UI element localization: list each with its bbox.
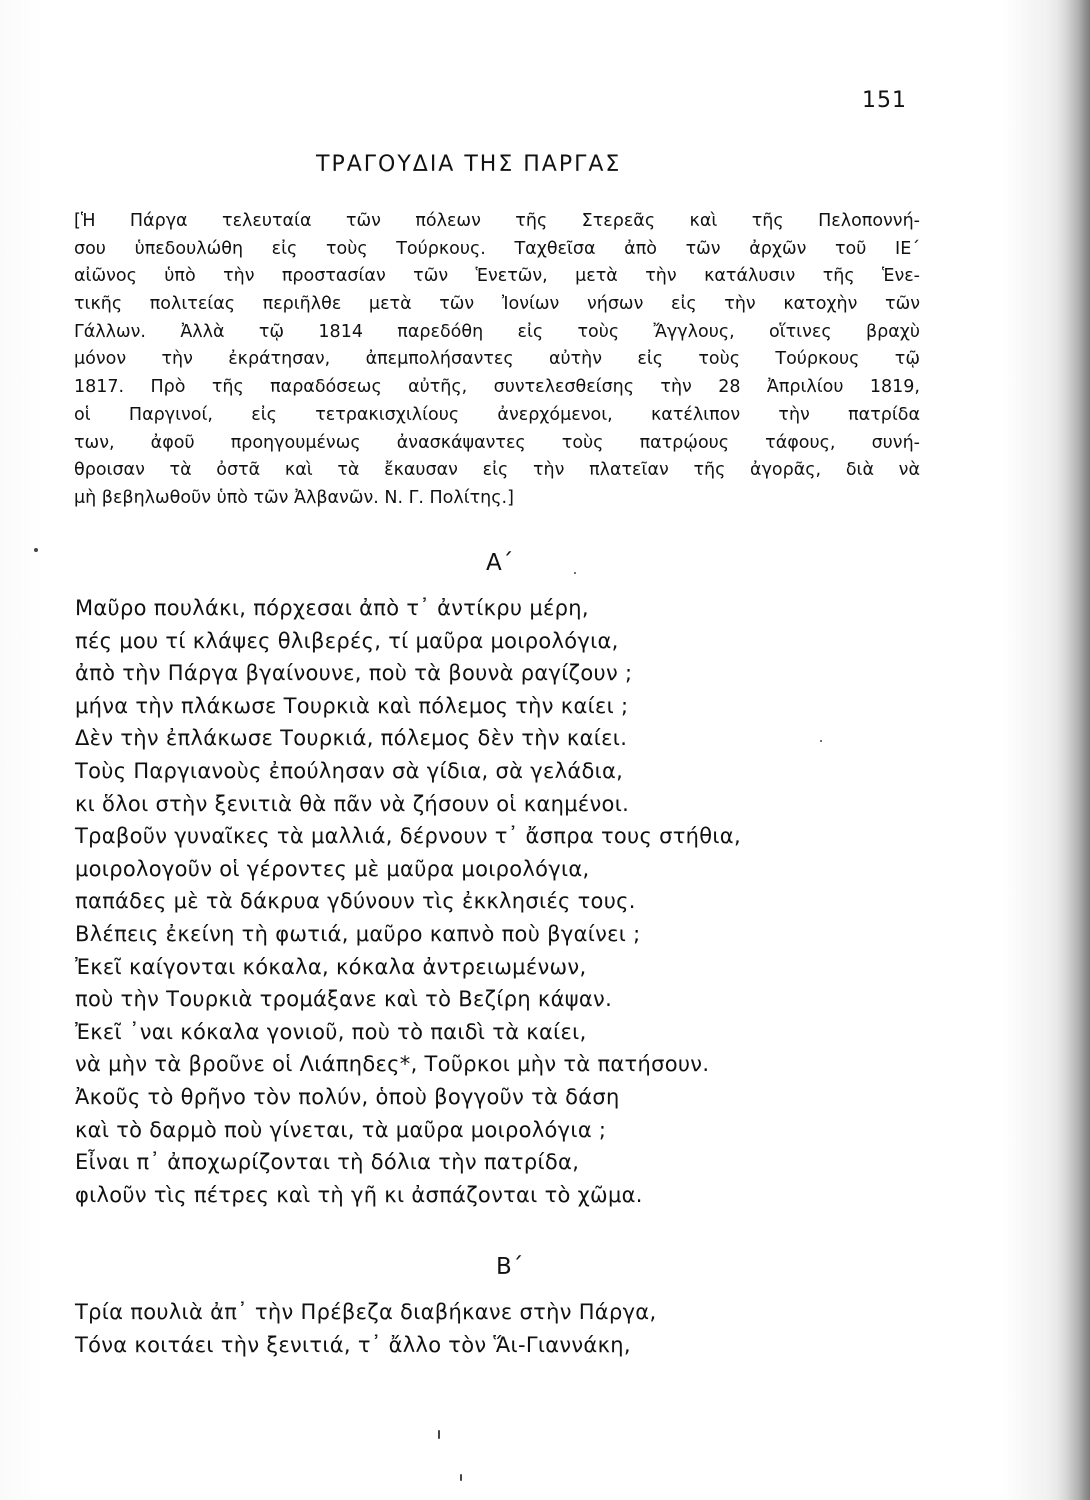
verse-line: μοιρολογοῦν οἱ γέροντες μὲ μαῦρα μοιρολόγια, bbox=[75, 856, 590, 881]
verse-line: μήνα τὴν πλάκωσε Τουρκιὰ καὶ πόλεμος τὴν καίει ; bbox=[75, 693, 629, 718]
intro-line: μὴ βεβηλωθοῦν ὑπὸ τῶν Ἀλβανῶν. Ν. Γ. Πολίτης.] bbox=[74, 487, 514, 508]
verse-line: ἀπὸ τὴν Πάργα βγαίνουνε, ποὺ τὰ βουνὰ ραγίζουν ; bbox=[75, 661, 633, 686]
verse-line: Ἀκοῦς τὸ θρῆνο τὸν πολύν, ὁποὺ βογγοῦν τὰ δάση bbox=[75, 1084, 620, 1109]
verse-line: Τρία πουλιὰ ἀπ᾿ τὴν Πρέβεζα διαβήκανε στὴν Πάργα, bbox=[75, 1300, 657, 1324]
intro-line: αἰῶνος ὑπὸ τὴν προστασίαν τῶν Ἑνετῶν, μετὰ τὴν κατάλυσιν τῆς Ἑνε- bbox=[74, 266, 920, 287]
intro-line: σου ὑπεδουλώθη εἰς τοὺς Τούρκους. Ταχθεῖσα ἀπὸ τῶν ἀρχῶν τοῦ ΙΕ΄ bbox=[74, 238, 920, 259]
print-speck bbox=[574, 572, 576, 574]
print-speck bbox=[820, 740, 822, 742]
page-number: 151 bbox=[862, 88, 907, 113]
intro-line: οἱ Παργινοί, εἰς τετρακισχιλίους ἀνερχόμενοι, κατέλιπον τὴν πατρίδα bbox=[74, 404, 920, 425]
verse-line: παπάδες μὲ τὰ δάκρυα γδύνουν τὶς ἐκκλησιές τους. bbox=[75, 889, 636, 914]
intro-line: τικῆς πολιτείας περιῆλθε μετὰ τῶν Ἰονίων νήσων εἰς τὴν κατοχὴν τῶν bbox=[74, 294, 920, 315]
intro-paragraph bbox=[74, 208, 920, 513]
poem-section-b bbox=[75, 1296, 656, 1361]
verse-line: Μαῦρο πουλάκι, πόρχεσαι ἀπὸ τ᾿ ἀντίκρυ μέρη, bbox=[75, 596, 589, 620]
verse-line: Ἐκεῖ ᾿ναι κόκαλα γονιοῦ, ποὺ τὸ παιδὶ τὰ καίει, bbox=[75, 1019, 587, 1044]
verse-line: φιλοῦν τὶς πέτρες καὶ τὴ γῆ κι ἀσπάζονται τὸ χῶμα. bbox=[75, 1182, 643, 1207]
verse-line: ποὺ τὴν Τουρκιὰ τρομάξανε καὶ τὸ Βεζίρη κάψαν. bbox=[75, 987, 613, 1012]
intro-line: [Ἡ Πάργα τελευταία τῶν πόλεων τῆς Στερεᾶς καὶ τῆς Πελοποννή- bbox=[74, 211, 920, 231]
intro-line: Γάλλων. Ἀλλὰ τῷ 1814 παρεδόθη εἰς τοὺς Ἄγγλους, οἵτινες βραχὺ bbox=[74, 321, 920, 342]
verse-line: Τοὺς Παργιανοὺς ἐπούλησαν σὰ γίδια, σὰ γελάδια, bbox=[75, 758, 624, 783]
print-speck bbox=[438, 1430, 440, 1439]
verse-line: πές μου τί κλάψες θλιβερές, τί μαῦρα μοιρολόγια, bbox=[75, 628, 619, 653]
intro-line: μόνον τὴν ἐκράτησαν, ἀπεμπολήσαντες αὐτὴν εἰς τοὺς Τούρκους τῷ bbox=[74, 349, 920, 370]
verse-line: Ἐκεῖ καίγονται κόκαλα, κόκαλα ἀντρειωμένων, bbox=[75, 954, 587, 979]
intro-line: 1817. Πρὸ τῆς παραδόσεως αὐτῆς, συντελεσθείσης τὴν 28 Ἀπριλίου 1819, bbox=[74, 377, 920, 398]
poem-section-a bbox=[75, 592, 741, 1211]
page-edge-shadow bbox=[1056, 0, 1090, 1500]
verse-line: Τραβοῦν γυναῖκες τὰ μαλλιά, δέρνουν τ᾿ ἄσπρα τους στήθια, bbox=[75, 824, 741, 849]
verse-line: Τόνα κοιτάει τὴν ξενιτιά, τ᾿ ἄλλο τὸν Ἅι-Γιαννάκη, bbox=[75, 1332, 631, 1357]
verse-line: Εἶναι π᾿ ἀποχωρίζονται τὴ δόλια τὴν πατρίδα, bbox=[75, 1150, 580, 1175]
chapter-title: ΤΡΑΓΟΥΔΙΑ ΤΗΣ ΠΑΡΓΑΣ bbox=[316, 152, 622, 177]
verse-line: νὰ μὴν τὰ βροῦνε οἱ Λιάπηδες*, Τοῦρκοι μὴν τὰ πατήσουν. bbox=[75, 1052, 710, 1077]
verse-line: Βλέπεις ἐκείνη τὴ φωτιά, μαῦρο καπνὸ ποὺ βγαίνει ; bbox=[75, 921, 641, 946]
verse-line: καὶ τὸ δαρμὸ ποὺ γίνεται, τὰ μαῦρα μοιρολόγια ; bbox=[75, 1117, 607, 1142]
intro-line: των, ἀφοῦ προηγουμένως ἀνασκάψαντες τοὺς πατρῴους τάφους, συνή- bbox=[74, 432, 920, 453]
verse-line: κι ὅλοι στὴν ξενιτιὰ θὰ πᾶν νὰ ζήσουν οἱ καημένοι. bbox=[75, 791, 630, 816]
print-speck bbox=[34, 548, 38, 552]
section-heading-a: Α΄ bbox=[486, 550, 514, 576]
section-heading-b: Β΄ bbox=[496, 1254, 524, 1280]
print-speck bbox=[460, 1474, 462, 1481]
verse-line: Δὲν τὴν ἐπλάκωσε Τουρκιά, πόλεμος δὲν τὴν καίει. bbox=[75, 726, 628, 751]
intro-line: θροισαν τὰ ὀστᾶ καὶ τὰ ἔκαυσαν εἰς τὴν πλατεῖαν τῆς ἀγορᾶς, διὰ νὰ bbox=[74, 460, 920, 481]
